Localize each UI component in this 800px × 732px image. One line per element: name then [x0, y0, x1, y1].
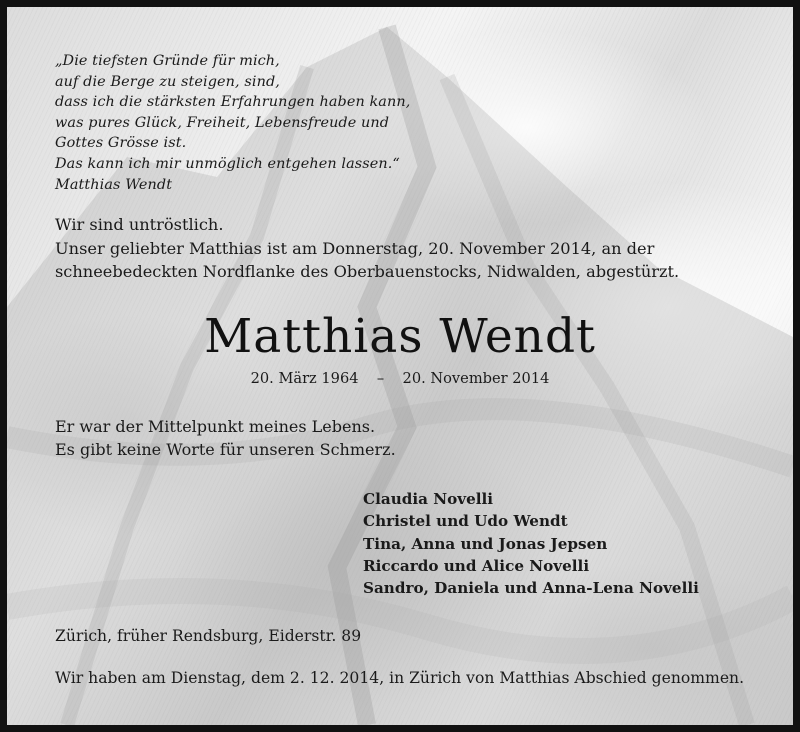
farewell-note: Wir haben am Dienstag, dem 2. 12. 2014, in Zürich von Matthias Abschied genommen. — [55, 669, 745, 687]
lament-line: Er war der Mittelpunkt meines Lebens. — [55, 417, 376, 436]
mourner-address: Zürich, früher Rendsburg, Eiderstr. 89 — [55, 627, 362, 645]
quote-line: Das kann ich mir unmöglich entgehen lassen.“ — [55, 155, 400, 172]
quote-line: auf die Berge zu steigen, sind, — [55, 73, 280, 90]
mourner-name: Tina, Anna und Jonas Jepsen — [363, 534, 608, 553]
announcement-line: Unser geliebter Matthias ist am Donnerstag, 20. November 2014, an der — [55, 238, 655, 258]
mourner-name: Riccardo und Alice Novelli — [363, 556, 590, 575]
announcement-line: Wir sind untröstlich. — [55, 215, 224, 234]
quote-line: was pures Glück, Freiheit, Lebensfreude und — [55, 114, 390, 131]
quote-block — [55, 51, 410, 196]
mourner-name: Christel und Udo Wendt — [363, 512, 568, 531]
life-dates — [7, 369, 793, 389]
quote-line: Gottes Grösse ist. — [55, 135, 187, 151]
date-separator: – — [376, 370, 385, 387]
quote-line: dass ich die stärksten Erfahrungen haben kann, — [55, 94, 411, 110]
mourner-name: Sandro, Daniela und Anna-Lena Novelli — [363, 579, 699, 598]
deceased-name: Matthias Wendt — [204, 309, 596, 364]
birth-date: 20. März 1964 — [250, 370, 359, 387]
death-date: 20. November 2014 — [402, 370, 550, 387]
announcement-text — [55, 213, 679, 284]
lament-text — [55, 415, 396, 461]
mourners-list — [363, 488, 699, 599]
mourner-name: Claudia Novelli — [363, 490, 494, 508]
announcement-line: schneebedeckten Nordflanke des Oberbauenstocks, Nidwalden, abgestürzt. — [55, 262, 680, 281]
lament-line: Es gibt keine Worte für unseren Schmerz. — [55, 440, 396, 459]
quote-line: „Die tiefsten Gründe für mich, — [55, 53, 280, 69]
quote-author: Matthias Wendt — [55, 177, 173, 193]
